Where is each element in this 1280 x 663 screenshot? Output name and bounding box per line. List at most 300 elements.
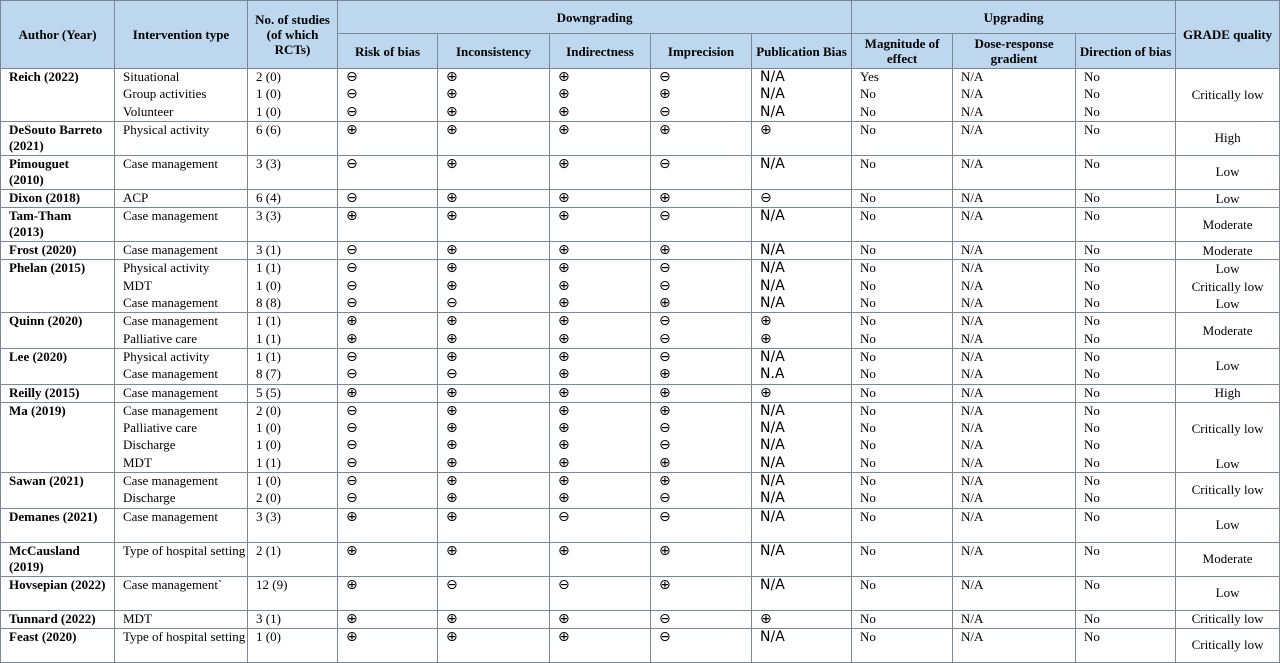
indirectness-rating: ⊕: [558, 86, 570, 103]
magnitude-value: Yes: [860, 69, 879, 84]
inconsistency-rating: ⊖: [446, 576, 458, 593]
studies-count: 1 (0): [256, 86, 281, 102]
indirectness-cell: [550, 313, 651, 349]
publication-bias-rating: N/A: [760, 208, 785, 225]
studies-count: 6 (4): [256, 189, 281, 205]
magnitude-value: No: [860, 542, 876, 558]
indirectness-rating: ⊕: [558, 402, 570, 419]
magnitude-value: No: [860, 508, 876, 524]
publication-bias-rating: N/A: [760, 277, 785, 294]
studies-cell: [248, 384, 338, 402]
inconsistency-cell: [438, 313, 550, 349]
direction-of-bias-cell: [1076, 69, 1176, 122]
studies-cell: [248, 313, 338, 349]
studies-count: 2 (0): [256, 490, 281, 506]
risk-of-bias-rating: ⊖: [346, 103, 358, 120]
indirectness-rating: ⊕: [558, 155, 570, 172]
inconsistency-rating: ⊖: [446, 366, 458, 383]
header-magnitude-of-effect: Magnitude of effect: [852, 34, 953, 69]
magnitude-value: No: [860, 242, 876, 258]
grade-quality-value: Critically low: [1191, 278, 1264, 294]
risk-of-bias-cell: [338, 208, 438, 242]
intervention-type: MDT: [123, 454, 152, 470]
header-grade-quality: GRADE quality: [1176, 1, 1280, 69]
direction-of-bias-value: No: [1084, 348, 1100, 364]
magnitude-cell: [852, 473, 953, 509]
inconsistency-rating: ⊕: [446, 330, 458, 347]
imprecision-rating: ⊕: [659, 189, 671, 206]
dose-response-value: N/A: [961, 490, 984, 506]
risk-of-bias-cell: [338, 402, 438, 472]
author-cell: Quinn (2020): [1, 313, 115, 349]
imprecision-rating: ⊕: [659, 454, 671, 471]
inconsistency-rating: ⊕: [446, 610, 458, 627]
intervention-type-cell: [115, 473, 248, 509]
publication-bias-cell: [752, 384, 852, 402]
magnitude-value: No: [860, 313, 876, 329]
publication-bias-rating: ⊕: [760, 384, 772, 401]
direction-of-bias-value: No: [1084, 313, 1100, 329]
author-cell: Tunnard (2022): [1, 610, 115, 628]
magnitude-cell: [852, 348, 953, 384]
dose-response-cell: [953, 628, 1076, 662]
magnitude-value: No: [860, 490, 876, 506]
intervention-type-cell: [115, 155, 248, 189]
inconsistency-rating: ⊕: [446, 103, 458, 120]
inconsistency-cell: [438, 348, 550, 384]
magnitude-value: No: [860, 86, 876, 102]
table-row: [1, 384, 1280, 402]
inconsistency-rating: ⊕: [446, 628, 458, 645]
intervention-type: Situational: [123, 69, 180, 84]
indirectness-rating: ⊕: [558, 366, 570, 383]
indirectness-rating: ⊕: [558, 420, 570, 437]
dose-response-value: N/A: [961, 628, 984, 644]
studies-cell: [248, 508, 338, 542]
grade-quality-value: Critically low: [1191, 482, 1264, 498]
dose-response-value: N/A: [961, 402, 984, 418]
dose-response-cell: [953, 542, 1076, 576]
direction-of-bias-value: No: [1084, 330, 1100, 346]
publication-bias-cell: [752, 208, 852, 242]
intervention-type-cell: [115, 69, 248, 122]
grade-quality-cell: [1176, 260, 1280, 313]
dose-response-value: N/A: [961, 313, 984, 329]
grade-quality-value: Critically low: [1191, 420, 1264, 436]
header-direction-of-bias: Direction of bias: [1076, 34, 1176, 69]
dose-response-value: N/A: [961, 348, 984, 364]
intervention-type: Palliative care: [123, 330, 197, 346]
table-row: [1, 508, 1280, 542]
publication-bias-rating: N/A: [760, 348, 785, 365]
magnitude-cell: [852, 189, 953, 207]
magnitude-value: No: [860, 610, 876, 626]
magnitude-cell: [852, 628, 953, 662]
table-row: [1, 610, 1280, 628]
risk-of-bias-rating: ⊖: [346, 366, 358, 383]
intervention-type: Physical activity: [123, 121, 210, 137]
grade-quality-cell: [1176, 473, 1280, 509]
grade-quality-value: High: [1214, 385, 1241, 401]
risk-of-bias-rating: ⊖: [346, 86, 358, 103]
indirectness-cell: [550, 69, 651, 122]
inconsistency-rating: ⊕: [446, 277, 458, 294]
grade-quality-cell: [1176, 508, 1280, 542]
header-author: Author (Year): [1, 1, 115, 69]
magnitude-cell: [852, 542, 953, 576]
direction-of-bias-value: No: [1084, 208, 1100, 224]
dose-response-value: N/A: [961, 260, 984, 276]
grade-quality-cell: [1176, 189, 1280, 207]
grade-quality-value: Moderate: [1202, 322, 1253, 338]
publication-bias-rating: N/A: [760, 260, 785, 277]
imprecision-cell: [651, 542, 752, 576]
dose-response-cell: [953, 69, 1076, 122]
studies-count: 8 (7): [256, 366, 281, 382]
direction-of-bias-value: No: [1084, 189, 1100, 205]
intervention-type: MDT: [123, 610, 152, 626]
studies-cell: [248, 402, 338, 472]
direction-of-bias-value: No: [1084, 508, 1100, 524]
magnitude-cell: [852, 610, 953, 628]
direction-of-bias-cell: [1076, 155, 1176, 189]
table-row: [1, 155, 1280, 189]
imprecision-rating: ⊖: [659, 348, 671, 365]
risk-of-bias-rating: ⊖: [346, 454, 358, 471]
intervention-type: Discharge: [123, 490, 176, 506]
dose-response-value: N/A: [961, 384, 984, 400]
direction-of-bias-value: No: [1084, 610, 1100, 626]
risk-of-bias-rating: ⊕: [346, 208, 358, 225]
inconsistency-cell: [438, 610, 550, 628]
grade-quality-value: Moderate: [1202, 551, 1253, 567]
inconsistency-cell: [438, 155, 550, 189]
inconsistency-cell: [438, 189, 550, 207]
grade-quality-value: Low: [1215, 455, 1240, 471]
dose-response-value: N/A: [961, 242, 984, 258]
studies-count: 1 (0): [256, 437, 281, 453]
grade-quality-cell: [1176, 313, 1280, 349]
direction-of-bias-cell: [1076, 242, 1176, 260]
studies-cell: [248, 155, 338, 189]
studies-count: 3 (3): [256, 208, 281, 224]
table-row: [1, 189, 1280, 207]
grade-quality-cell: [1176, 348, 1280, 384]
publication-bias-cell: [752, 189, 852, 207]
intervention-type-cell: [115, 610, 248, 628]
imprecision-rating: ⊖: [659, 277, 671, 294]
header-intervention-type: Intervention type: [115, 1, 248, 69]
risk-of-bias-rating: ⊖: [346, 260, 358, 277]
publication-bias-rating: ⊕: [760, 121, 772, 138]
publication-bias-rating: N/A: [760, 473, 785, 490]
publication-bias-rating: ⊕: [760, 313, 772, 330]
imprecision-rating: ⊖: [659, 330, 671, 347]
direction-of-bias-cell: [1076, 508, 1176, 542]
dose-response-cell: [953, 384, 1076, 402]
intervention-type: Case management: [123, 366, 218, 382]
indirectness-cell: [550, 402, 651, 472]
indirectness-rating: ⊕: [558, 610, 570, 627]
direction-of-bias-cell: [1076, 542, 1176, 576]
indirectness-rating: ⊕: [558, 69, 570, 85]
intervention-type-cell: [115, 348, 248, 384]
imprecision-cell: [651, 121, 752, 155]
imprecision-rating: ⊖: [659, 490, 671, 507]
imprecision-rating: ⊕: [659, 542, 671, 559]
publication-bias-cell: [752, 121, 852, 155]
imprecision-cell: [651, 313, 752, 349]
dose-response-value: N/A: [961, 454, 984, 470]
imprecision-cell: [651, 155, 752, 189]
imprecision-rating: ⊖: [659, 103, 671, 120]
indirectness-cell: [550, 242, 651, 260]
risk-of-bias-rating: ⊕: [346, 542, 358, 559]
publication-bias-rating: N/A: [760, 402, 785, 419]
grade-quality-value: Moderate: [1202, 216, 1253, 232]
studies-cell: [248, 121, 338, 155]
grade-quality-value: Low: [1215, 585, 1240, 601]
imprecision-rating: ⊖: [659, 313, 671, 330]
imprecision-cell: [651, 473, 752, 509]
imprecision-cell: [651, 348, 752, 384]
intervention-type: Case management: [123, 242, 218, 258]
studies-count: 3 (1): [256, 610, 281, 626]
inconsistency-cell: [438, 576, 550, 610]
publication-bias-rating: N/A: [760, 490, 785, 507]
imprecision-cell: [651, 508, 752, 542]
indirectness-rating: ⊕: [558, 295, 570, 312]
risk-of-bias-rating: ⊕: [346, 384, 358, 401]
grade-quality-cell: [1176, 542, 1280, 576]
risk-of-bias-cell: [338, 242, 438, 260]
author-cell: Feast (2020): [1, 628, 115, 662]
grade-quality-cell: [1176, 576, 1280, 610]
studies-cell: [248, 542, 338, 576]
dose-response-value: N/A: [961, 330, 984, 346]
publication-bias-cell: [752, 576, 852, 610]
indirectness-rating: ⊕: [558, 103, 570, 120]
publication-bias-rating: N/A: [760, 295, 785, 312]
table-row: [1, 208, 1280, 242]
dose-response-cell: [953, 610, 1076, 628]
grade-quality-cell: [1176, 155, 1280, 189]
direction-of-bias-cell: [1076, 473, 1176, 509]
inconsistency-cell: [438, 208, 550, 242]
direction-of-bias-value: No: [1084, 121, 1100, 137]
direction-of-bias-cell: [1076, 610, 1176, 628]
publication-bias-cell: [752, 508, 852, 542]
indirectness-cell: [550, 508, 651, 542]
studies-count: 2 (0): [256, 402, 281, 418]
imprecision-rating: ⊖: [659, 260, 671, 277]
risk-of-bias-rating: ⊖: [346, 242, 358, 259]
magnitude-value: No: [860, 576, 876, 592]
dose-response-cell: [953, 208, 1076, 242]
header-indirectness: Indirectness: [550, 34, 651, 69]
magnitude-value: No: [860, 384, 876, 400]
direction-of-bias-cell: [1076, 576, 1176, 610]
studies-count: 12 (9): [256, 576, 288, 592]
inconsistency-rating: ⊕: [446, 420, 458, 437]
imprecision-rating: ⊕: [659, 242, 671, 259]
dose-response-value: N/A: [961, 366, 984, 382]
dose-response-value: N/A: [961, 420, 984, 436]
inconsistency-rating: ⊕: [446, 402, 458, 419]
dose-response-value: N/A: [961, 610, 984, 626]
publication-bias-rating: N/A: [760, 542, 785, 559]
risk-of-bias-rating: ⊕: [346, 330, 358, 347]
publication-bias-rating: N/A: [760, 576, 785, 593]
dose-response-cell: [953, 121, 1076, 155]
inconsistency-rating: ⊕: [446, 86, 458, 103]
table-row: [1, 313, 1280, 349]
direction-of-bias-cell: [1076, 384, 1176, 402]
imprecision-rating: ⊕: [659, 366, 671, 383]
dose-response-value: N/A: [961, 295, 984, 311]
risk-of-bias-cell: [338, 473, 438, 509]
magnitude-value: No: [860, 208, 876, 224]
grade-quality-cell: [1176, 69, 1280, 122]
direction-of-bias-value: No: [1084, 473, 1100, 489]
dose-response-value: N/A: [961, 121, 984, 137]
author-cell: Dixon (2018): [1, 189, 115, 207]
indirectness-cell: [550, 155, 651, 189]
direction-of-bias-cell: [1076, 189, 1176, 207]
inconsistency-cell: [438, 542, 550, 576]
inconsistency-cell: [438, 628, 550, 662]
direction-of-bias-value: No: [1084, 542, 1100, 558]
intervention-type: Type of hospital setting: [123, 542, 246, 558]
indirectness-rating: ⊕: [558, 490, 570, 507]
studies-cell: [248, 576, 338, 610]
intervention-type: Discharge: [123, 437, 176, 453]
indirectness-rating: ⊖: [558, 508, 570, 525]
studies-count: 5 (5): [256, 384, 281, 400]
inconsistency-rating: ⊕: [446, 542, 458, 559]
dose-response-cell: [953, 576, 1076, 610]
studies-count: 8 (8): [256, 295, 281, 311]
grade-quality-cell: [1176, 121, 1280, 155]
publication-bias-rating: N/A: [760, 437, 785, 454]
intervention-type: Case management: [123, 155, 218, 171]
imprecision-cell: [651, 242, 752, 260]
direction-of-bias-value: No: [1084, 86, 1100, 102]
risk-of-bias-rating: ⊖: [346, 402, 358, 419]
publication-bias-rating: N/A: [760, 454, 785, 471]
header-downgrading: Downgrading: [338, 1, 852, 34]
risk-of-bias-rating: ⊕: [346, 121, 358, 138]
publication-bias-cell: [752, 610, 852, 628]
studies-count: 1 (1): [256, 313, 281, 329]
intervention-type: Volunteer: [123, 103, 174, 119]
magnitude-value: No: [860, 473, 876, 489]
imprecision-rating: ⊕: [659, 121, 671, 138]
dose-response-cell: [953, 260, 1076, 313]
intervention-type: Case management`: [123, 576, 223, 592]
dose-response-value: N/A: [961, 437, 984, 453]
indirectness-rating: ⊕: [558, 454, 570, 471]
direction-of-bias-cell: [1076, 628, 1176, 662]
dose-response-cell: [953, 508, 1076, 542]
risk-of-bias-rating: ⊖: [346, 69, 358, 85]
intervention-type: Case management: [123, 208, 218, 224]
inconsistency-rating: ⊕: [446, 437, 458, 454]
indirectness-cell: [550, 576, 651, 610]
imprecision-cell: [651, 69, 752, 122]
magnitude-cell: [852, 313, 953, 349]
direction-of-bias-value: No: [1084, 420, 1100, 436]
indirectness-cell: [550, 260, 651, 313]
studies-count: 2 (0): [256, 69, 281, 84]
magnitude-value: No: [860, 103, 876, 119]
table-row: [1, 576, 1280, 610]
direction-of-bias-value: No: [1084, 260, 1100, 276]
studies-count: 1 (0): [256, 628, 281, 644]
intervention-type: Case management: [123, 508, 218, 524]
imprecision-rating: ⊖: [659, 208, 671, 225]
intervention-type-cell: [115, 576, 248, 610]
publication-bias-rating: N/A: [760, 242, 785, 259]
dose-response-value: N/A: [961, 473, 984, 489]
risk-of-bias-rating: ⊖: [346, 189, 358, 206]
inconsistency-rating: ⊕: [446, 121, 458, 138]
author-cell: DeSouto Barreto (2021): [1, 121, 115, 155]
indirectness-rating: ⊕: [558, 277, 570, 294]
studies-count: 1 (1): [256, 454, 281, 470]
intervention-type-cell: [115, 402, 248, 472]
direction-of-bias-cell: [1076, 121, 1176, 155]
intervention-type: Case management: [123, 295, 218, 311]
inconsistency-cell: [438, 242, 550, 260]
imprecision-cell: [651, 576, 752, 610]
indirectness-cell: [550, 542, 651, 576]
author-cell: Frost (2020): [1, 242, 115, 260]
risk-of-bias-rating: ⊕: [346, 628, 358, 645]
inconsistency-rating: ⊕: [446, 208, 458, 225]
imprecision-rating: ⊕: [659, 86, 671, 103]
publication-bias-cell: [752, 242, 852, 260]
intervention-type: Case management: [123, 402, 218, 418]
indirectness-rating: ⊕: [558, 437, 570, 454]
inconsistency-cell: [438, 508, 550, 542]
direction-of-bias-cell: [1076, 348, 1176, 384]
publication-bias-cell: [752, 69, 852, 122]
publication-bias-cell: [752, 348, 852, 384]
dose-response-cell: [953, 313, 1076, 349]
magnitude-value: No: [860, 628, 876, 644]
grade-quality-value: Low: [1215, 261, 1240, 277]
author-cell: Demanes (2021): [1, 508, 115, 542]
dose-response-value: N/A: [961, 69, 984, 84]
magnitude-value: No: [860, 121, 876, 137]
risk-of-bias-cell: [338, 260, 438, 313]
inconsistency-cell: [438, 384, 550, 402]
dose-response-cell: [953, 473, 1076, 509]
magnitude-value: No: [860, 454, 876, 470]
direction-of-bias-value: No: [1084, 437, 1100, 453]
table-row: [1, 628, 1280, 662]
imprecision-cell: [651, 384, 752, 402]
magnitude-value: No: [860, 420, 876, 436]
imprecision-cell: [651, 628, 752, 662]
publication-bias-rating: N/A: [760, 103, 785, 120]
imprecision-rating: ⊖: [659, 437, 671, 454]
risk-of-bias-rating: ⊖: [346, 490, 358, 507]
indirectness-rating: ⊕: [558, 348, 570, 365]
author-cell: Tam-Tham (2013): [1, 208, 115, 242]
magnitude-cell: [852, 384, 953, 402]
